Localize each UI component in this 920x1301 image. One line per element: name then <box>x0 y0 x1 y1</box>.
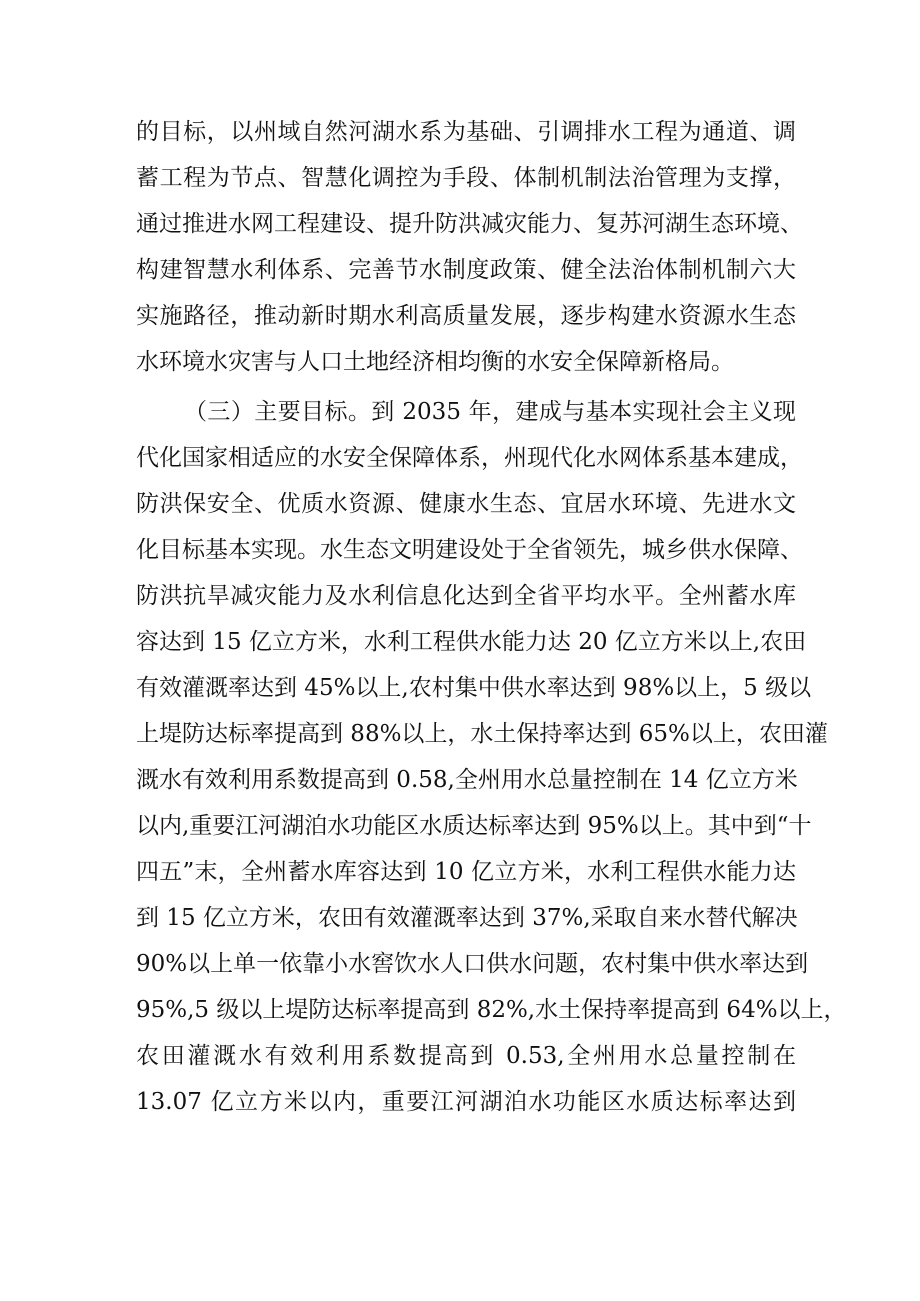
paragraph-2-line-10: 以内,重要江河湖泊水功能区水质达标率达到 95%以上。其中到“十 <box>136 813 812 839</box>
paragraph-1-line-6: 水环境水灾害与人口土地经济相均衡的水安全保障新格局。 <box>136 349 734 375</box>
paragraph-2-line-1: （三）主要目标。到 2035 年，建成与基本实现社会主义现 <box>184 399 796 425</box>
paragraph-2-line-14: 95%,5 级以上堤防达标率提高到 82%,水土保持率提高到 64%以上， <box>136 997 847 1023</box>
paragraph-2-line-15: 农田灌溉水有效利用系数提高到 0.53,全州用水总量控制在 <box>136 1043 796 1069</box>
paragraph-2-line-13: 90%以上单一依靠小水窖饮水人口供水问题，农村集中供水率达到 <box>136 951 809 977</box>
paragraph-2-line-3: 防洪保安全、优质水资源、健康水生态、宜居水环境、先进水文 <box>136 491 796 517</box>
paragraph-1-line-2: 蓄工程为节点、智慧化调控为手段、体制机制法治管理为支撑， <box>136 165 796 191</box>
paragraph-2-line-5: 防洪抗旱减灾能力及水利信息化达到全省平均水平。全州蓄水库 <box>136 583 796 609</box>
paragraph-2-line-8: 上堤防达标率提高到 88%以上，水土保持率达到 65%以上，农田灌 <box>136 721 828 747</box>
paragraph-2-line-6: 容达到 15 亿立方米，水利工程供水能力达 20 亿立方米以上,农田 <box>136 629 807 655</box>
paragraph-2-line-16: 13.07 亿立方米以内，重要江河湖泊水功能区水质达标率达到 <box>136 1089 796 1115</box>
paragraph-2-line-9: 溉水有效利用系数提高到 0.58,全州用水总量控制在 14 亿立方米 <box>136 767 798 793</box>
paragraph-2-line-4: 化目标基本实现。水生态文明建设处于全省领先，城乡供水保障、 <box>136 537 803 563</box>
paragraph-2-line-2: 代化国家相适应的水安全保障体系，州现代化水网体系基本建成， <box>136 445 803 471</box>
paragraph-1-line-1: 的目标，以州域自然河湖水系为基础、引调排水工程为通道、调 <box>136 119 796 145</box>
paragraph-2-line-7: 有效灌溉率达到 45%以上,农村集中供水率达到 98%以上，5 级以 <box>136 675 812 701</box>
paragraph-2-line-11: 四五”末，全州蓄水库容达到 10 亿立方米，水利工程供水能力达 <box>136 859 796 885</box>
paragraph-2-line-12: 到 15 亿立方米，农田有效灌溉率达到 37%,采取自来水替代解决 <box>136 905 798 931</box>
paragraph-1-line-5: 实施路径，推动新时期水利高质量发展，逐步构建水资源水生态 <box>136 303 796 329</box>
paragraph-1-line-3: 通过推进水网工程建设、提升防洪减灾能力、复苏河湖生态环境、 <box>136 211 803 237</box>
paragraph-1-line-4: 构建智慧水利体系、完善节水制度政策、健全法治体制机制六大 <box>136 257 796 283</box>
